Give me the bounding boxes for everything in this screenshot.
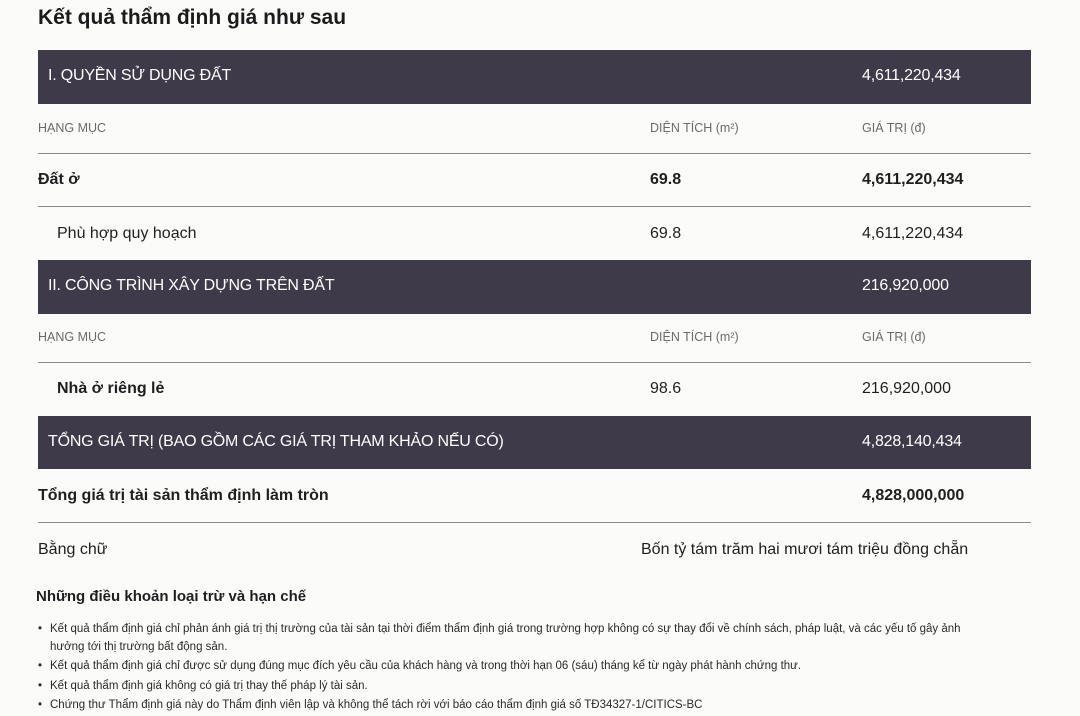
row-item: Phù hợp quy hoạch xyxy=(57,225,197,242)
section-1-value: 4,611,220,434 xyxy=(862,67,961,84)
total-label: TỔNG GIÁ TRỊ (BAO GỒM CÁC GIÁ TRỊ THAM KHẢO NẾU CÓ) xyxy=(48,433,504,450)
table-row xyxy=(38,154,1031,207)
in-words-label: Bằng chữ xyxy=(38,541,108,558)
header-area: DIỆN TÍCH (m²) xyxy=(650,121,739,135)
list-item: • Chứng thư Thẩm định giá này do Thẩm định viên lập và không thể tách rời với báo cáo thẩm định giá số TĐ34327-1/CITICS-BC xyxy=(36,696,1026,716)
list-item: • Kết quả thẩm định giá chỉ phản ánh giá trị thị trường của tài sản tại thời điểm thẩm định giá trong trường hợp không có sự thay đổi về chính sách, pháp luật, và các yếu tố gây ảnh xyxy=(36,620,1026,640)
rounded-total-label: Tổng giá trị tài sản thẩm định làm tròn xyxy=(38,487,329,504)
row-value: 216,920,000 xyxy=(862,380,951,397)
section-1-header-row xyxy=(38,104,1031,154)
total-band xyxy=(38,416,1031,469)
row-value: 4,611,220,434 xyxy=(862,225,964,242)
header-value: GIÁ TRỊ (đ) xyxy=(862,121,926,135)
list-item: • Kết quả thẩm định giá không có giá trị thay thế pháp lý tài sản. xyxy=(36,677,1026,697)
row-item: Nhà ở riêng lẻ xyxy=(57,380,165,397)
row-item: Đất ở xyxy=(38,171,80,188)
section-2-header-row xyxy=(38,314,1031,363)
table-row xyxy=(38,363,1031,415)
section-1-label: I. QUYỀN SỬ DỤNG ĐẤT xyxy=(48,67,232,84)
header-area: DIỆN TÍCH (m²) xyxy=(650,330,739,344)
section-2-value: 216,920,000 xyxy=(862,277,949,294)
exclusions-title: Những điều khoản loại trừ và hạn chế xyxy=(36,588,307,605)
rounded-total-value: 4,828,000,000 xyxy=(862,487,965,504)
list-item: • Kết quả thẩm định giá chỉ được sử dụng đúng mục đích yêu cầu của khách hàng và trong thời hạn 06 (sáu) tháng kể từ ngày phát hành chứng thư. xyxy=(36,657,1026,677)
section-1-band xyxy=(38,50,1031,104)
table-row xyxy=(38,207,1031,259)
row-value: 4,611,220,434 xyxy=(862,171,964,188)
row-area: 69.8 xyxy=(650,225,682,242)
header-value: GIÁ TRỊ (đ) xyxy=(862,330,926,344)
rounded-total-row xyxy=(38,470,1031,523)
total-value: 4,828,140,434 xyxy=(862,433,962,450)
list-item: hưởng tới thị trường bất động sản. xyxy=(50,640,228,653)
page-title: Kết quả thẩm định giá như sau xyxy=(38,6,347,29)
in-words-row xyxy=(38,523,1031,575)
in-words-value: Bốn tỷ tám trăm hai mươi tám triệu đồng chẵn xyxy=(641,541,969,558)
section-2-label: II. CÔNG TRÌNH XÂY DỰNG TRÊN ĐẤT xyxy=(48,277,335,294)
exclusions-list xyxy=(36,620,1026,716)
header-item: HẠNG MỤC xyxy=(38,330,107,344)
section-2-band xyxy=(38,260,1031,314)
header-item: HẠNG MỤC xyxy=(38,121,107,135)
row-area: 98.6 xyxy=(650,380,682,397)
row-area: 69.8 xyxy=(650,171,682,188)
